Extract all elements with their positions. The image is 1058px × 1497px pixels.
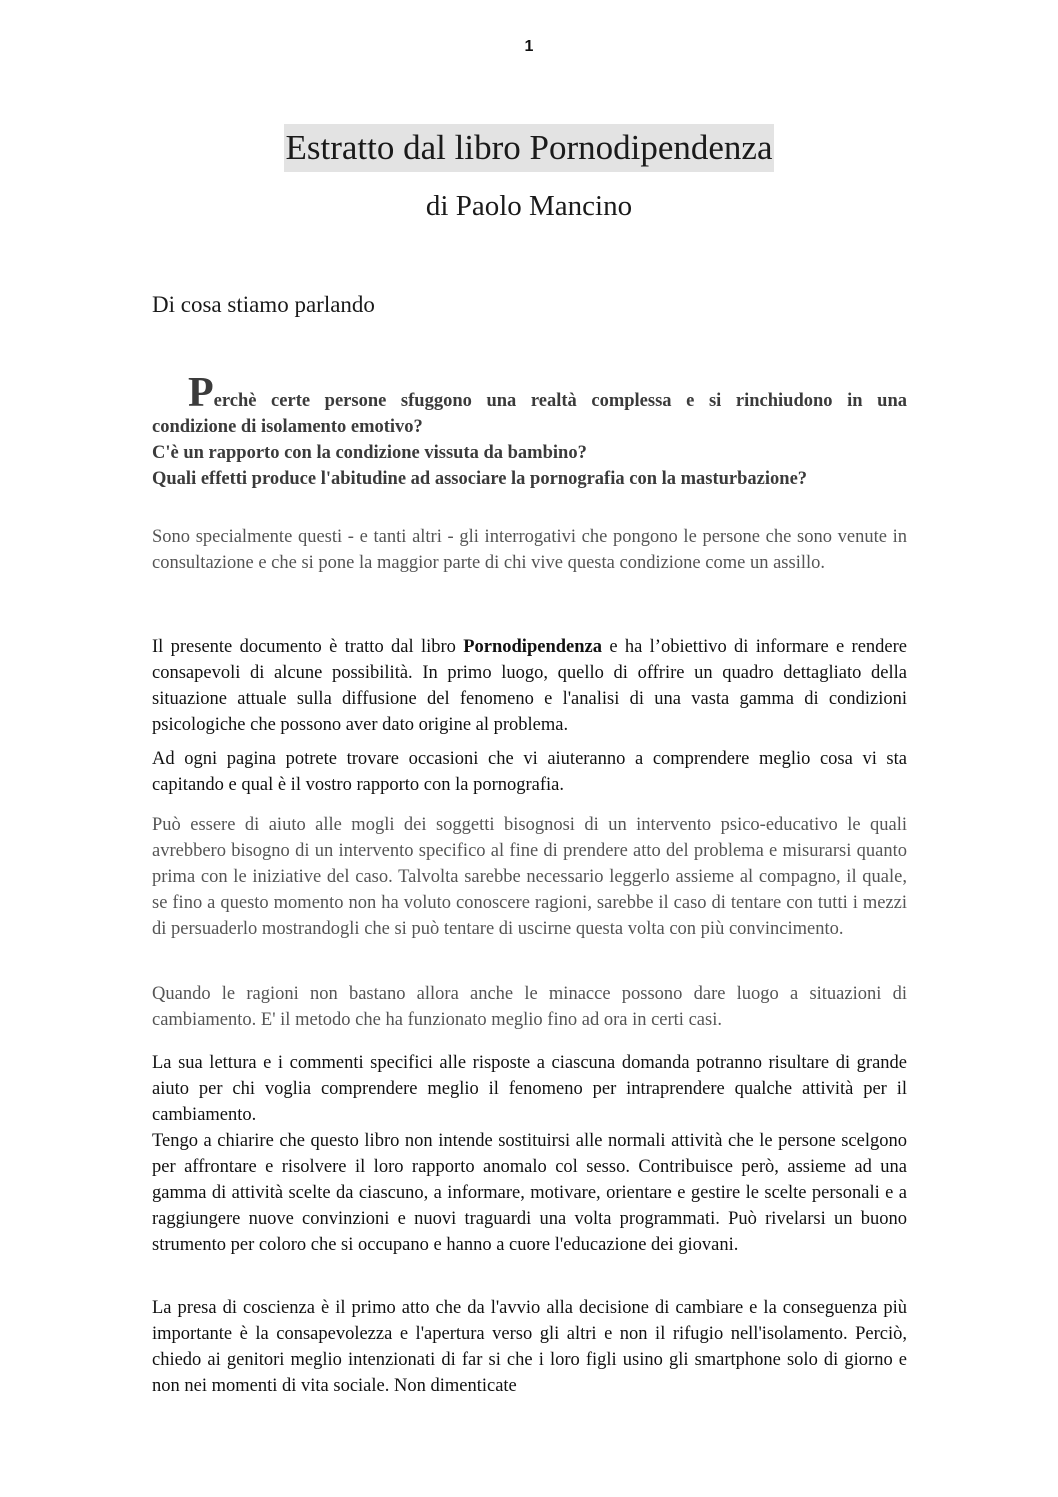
- paragraph-interrogativi: Sono specialmente questi - e tanti altri - gli interrogativi che pongono le persone che sono venute in consultazione e che si pone la maggior parte di chi vive questa condizione come un assillo.: [152, 527, 907, 573]
- author-line: di Paolo Mancino: [425, 190, 633, 222]
- intro-line-3: C'è un rapporto con la condizione vissuta da bambino?: [152, 443, 587, 463]
- paragraph-occasioni: Ad ogni pagina potrete trovare occasioni che vi aiuteranno a comprendere meglio cosa vi sta capitando e qual è il vostro rapporto con la pornografia.: [152, 749, 907, 795]
- paragraph-chiarire: Tengo a chiarire che questo libro non intende sostituirsi alle normali attività che le persone scelgono per affrontare e risolvere il loro rapporto anomalo col sesso. Contribuisce però, assieme ad una gamma di attività scelte da ciascuno, a informare, motivare, orientare e gestire le scelte personali e a raggiungere nuove convinzioni e nuovi traguardi una volta programmati. Può rivelarsi un buono strumento per coloro che si occupano e hanno a cuore l'educazione dei giovani.: [152, 1131, 907, 1255]
- drop-cap: P: [188, 370, 214, 416]
- paragraph-documento-end: e ha l’obiettivo di informare e rendere consapevoli di alcune possibilità. In primo luogo, quello di offrire un quadro dettagliato della situazione attuale sulla diffusione del fenomeno e l'analisi di una vasta gamma di condizioni psicologiche che possono aver dato origine al problema.: [152, 637, 908, 735]
- intro-line-2: condizione di isolamento emotivo?: [152, 417, 423, 437]
- paragraph-ragioni: Quando le ragioni non bastano allora anche le minacce possono dare luogo a situazioni di cambiamento. E' il metodo che ha funzionato meglio fino ad ora in certi casi.: [152, 984, 907, 1030]
- paragraph-mogli: Può essere di aiuto alle mogli dei soggetti bisognosi di un intervento psico-educativo le quali avrebbero bisogno di un intervento specifico al fine di prendere atto del problema e misurarsi quanto prima con le iniziative del caso. Talvolta sarebbe necessario leggerlo assieme al compagno, il quale, se fino a questo momento non ha voluto conoscere ragioni, sarebbe il caso di tentare con tutti i mezzi di persuaderlo mostrandogli che si può tentare di uscirne questa volta con più convincimento.: [152, 815, 907, 939]
- paragraph-presa-di-coscienza: La presa di coscienza è il primo atto che da l'avvio alla decisione di cambiare e la conseguenza più importante è la consapevolezza e l'apertura verso gli altri e non il rifugio nell'isolamento. Perciò, chiedo ai genitori meglio intenzionati di far si che i loro figli usino gli smartphone solo di giorno e non nei momenti di vita sociale. Non dimenticate: [152, 1298, 907, 1396]
- paragraph-lettura: La sua lettura e i commenti specifici alle risposte a ciascuna domanda potranno risultare di grande aiuto per chi voglia comprendere meglio il fenomeno per intraprendere qualche attività per il cambiamento.: [152, 1053, 907, 1125]
- intro-line-4: Quali effetti produce l'abitudine ad associare la pornografia con la masturbazione?: [152, 469, 808, 489]
- paragraph-lettura-block: [152, 1050, 907, 1258]
- title-block: [0, 124, 1058, 172]
- book-title-bold: Pornodipendenza: [463, 637, 602, 657]
- intro-line-1: [152, 370, 907, 416]
- paragraph-documento: [152, 634, 907, 738]
- document-title: Estratto dal libro Pornodipendenza: [284, 124, 775, 172]
- paragraph-documento-start: Il presente documento è tratto dal libro: [152, 637, 464, 657]
- page-number: 1: [524, 38, 534, 55]
- intro-line-1-text: erchè certe persone sfuggono una realtà complessa e si rinchiudono in una: [213, 391, 907, 411]
- intro-questions: [152, 370, 907, 492]
- section-heading: Di cosa stiamo parlando: [152, 292, 375, 317]
